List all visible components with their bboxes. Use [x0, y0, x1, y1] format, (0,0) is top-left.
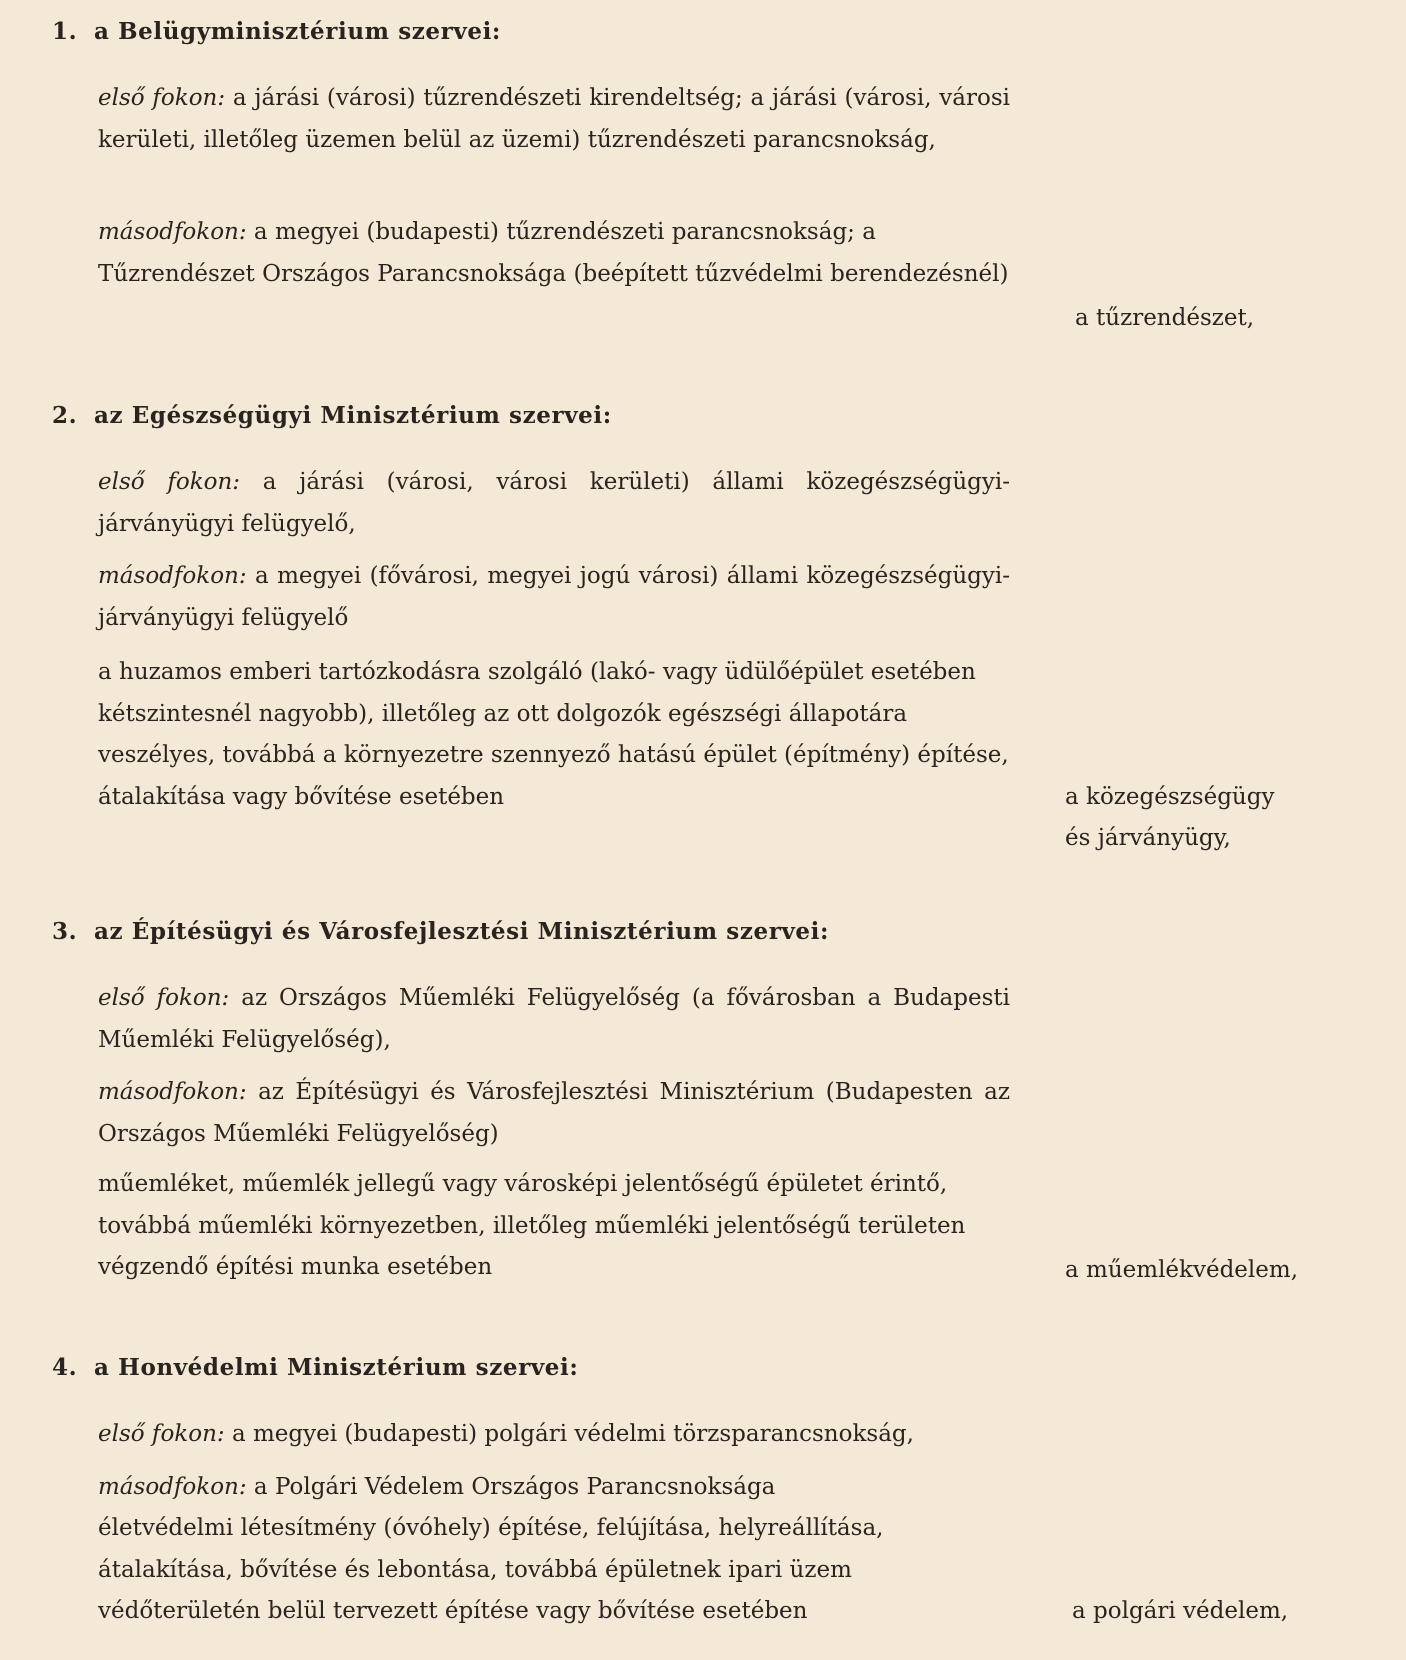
section-number: 4. — [52, 1354, 78, 1381]
section-1-second-instance — [98, 212, 1010, 295]
first-instance-text: a járási (városi) tűzrendészeti kirendeltség; a járási (városi, városi kerületi, illetőleg üzemen belül az üzemi) tűzrendészeti parancsnokság, — [98, 85, 1011, 153]
section-3-second-instance — [98, 1072, 1010, 1155]
first-instance-label: első fokon: — [98, 1421, 225, 1447]
first-instance-label: első fokon: — [98, 469, 241, 495]
first-instance-text: a megyei (budapesti) polgári védelmi törzsparancsnokság, — [231, 1421, 914, 1447]
second-instance-label: másodfokon: — [98, 1474, 247, 1500]
section-1-area: a tűzrendészet, — [1075, 305, 1255, 331]
section-4-second-instance — [98, 1467, 1010, 1509]
first-instance-text: az Országos Műemléki Felügyelőség (a fővárosban a Budapesti Műemléki Felügyelőség), — [98, 985, 1010, 1053]
section-number: 2. — [52, 402, 78, 429]
section-3-scope: műemléket, műemlék jellegű vagy városképi jelentőségű épületet érintő, továbbá műemléki környezetben, illetőleg műemléki jelentőségű területen végzendő építési munka esetében — [98, 1171, 966, 1280]
section-1-first-instance — [98, 78, 1010, 161]
second-instance-text: az Építésügyi és Városfejlesztési Minisztérium (Budapesten az Országos Műemléki Felügyelőség) — [98, 1079, 1010, 1147]
first-instance-label: első fokon: — [98, 985, 230, 1011]
first-instance-label: első fokon: — [98, 85, 226, 111]
section-number: 3. — [52, 918, 78, 945]
section-3-area: a műemlékvédelem, — [1065, 1257, 1298, 1283]
section-title: az Építésügyi és Városfejlesztési Minisztérium szervei: — [94, 918, 830, 945]
section-2-heading — [52, 402, 612, 429]
second-instance-label: másodfokon: — [98, 1079, 247, 1105]
section-4-heading — [52, 1354, 578, 1381]
section-4-first-instance — [98, 1414, 1010, 1456]
second-instance-label: másodfokon: — [98, 563, 247, 589]
section-2-area-line1: a közegészségügy — [1065, 784, 1275, 810]
section-2-scope: a huzamos emberi tartózkodásra szolgáló (lakó- vagy üdülőépület esetében kétszintesnél nagyobb), illetőleg az ott dolgozók egészségi állapotára veszélyes, továbbá a környezetre szennyező hatású épület (építmény) építése, átalakítása vagy bővítése esetében — [98, 659, 1009, 810]
section-1-heading — [52, 18, 501, 45]
section-2-first-instance — [98, 462, 1010, 545]
section-4-area: a polgári védelem, — [1072, 1598, 1289, 1624]
section-3-heading — [52, 918, 829, 945]
first-instance-text: a járási (városi, városi kerületi) állami közegészségügyi-járványügyi felügyelő, — [98, 469, 1011, 537]
second-instance-label: másodfokon: — [98, 219, 247, 245]
section-4-scope: életvédelmi létesítmény (óvóhely) építése, felújítása, helyreállítása, átalakítása, bővítése és lebontása, továbbá épületnek ipari üzem védőterületén belül tervezett építése vagy bővítése esetében — [98, 1515, 884, 1624]
second-instance-text: a megyei (fővárosi, megyei jogú városi) állami közegészségügyi-járványügyi felügyelő — [98, 563, 1011, 631]
section-title: a Honvédelmi Minisztérium szervei: — [94, 1354, 579, 1381]
section-number: 1. — [52, 18, 78, 45]
section-2-area-line2: és járványügy, — [1065, 825, 1231, 851]
second-instance-text: a megyei (budapesti) tűzrendészeti parancsnokság; a Tűzrendészet Országos Parancsnoksága (beépített tűzvédelmi berendezésnél) — [98, 219, 1009, 287]
section-3-first-instance — [98, 978, 1010, 1061]
section-title: a Belügyminisztérium szervei: — [94, 18, 501, 45]
section-2-second-instance — [98, 556, 1010, 639]
section-title: az Egészségügyi Minisztérium szervei: — [94, 402, 612, 429]
second-instance-text: a Polgári Védelem Országos Parancsnoksága — [253, 1474, 776, 1500]
